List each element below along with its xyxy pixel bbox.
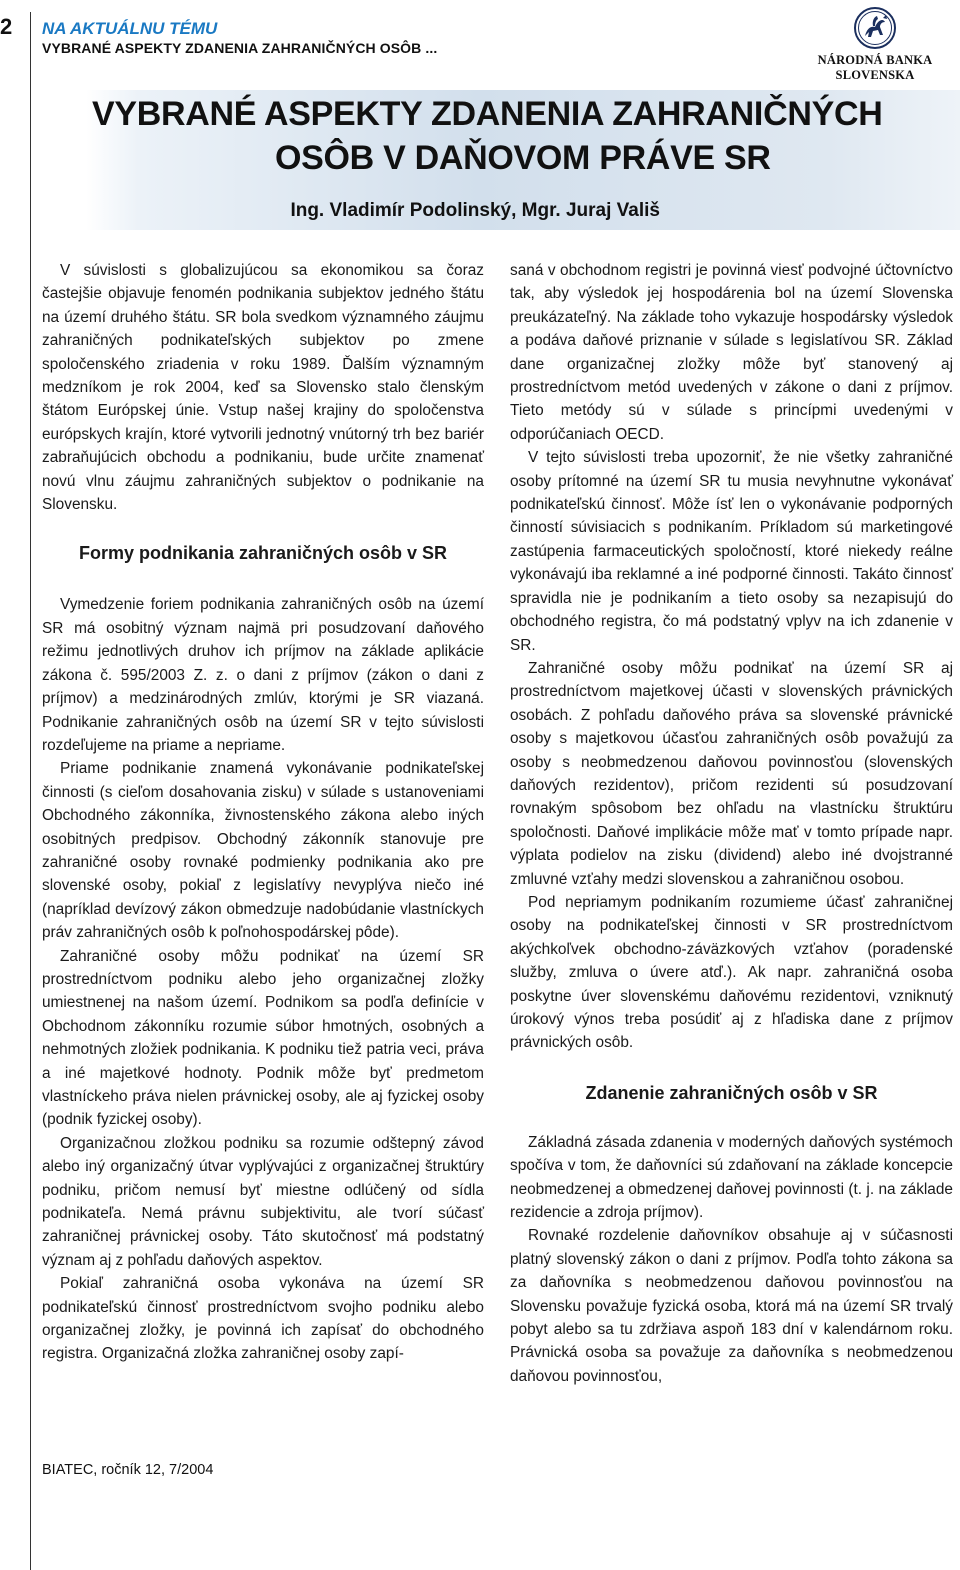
title-line-2: OSÔB V DAŇOVOM PRÁVE SR — [275, 139, 771, 177]
paragraph: Zahraničné osoby môžu podnikať na území SR prostredníctvom podniku alebo jeho organizačnej zložky umiestnenej na našom území. Podnikom sa podľa definície v Obchodnom zákonníku rozumie súbor hmotných, osobných a nehmotných zložiek podnikania. K podniku tiež patria veci, práva a iné majetkové hodnoty. Podnik môže byť predmetom vlastníckeho práva nielen právnickej osoby, ale aj fyzickej osoby (podnik fyzickej osoby). — [42, 947, 484, 1129]
article-authors: Ing. Vladimír Podolinský, Mgr. Juraj Vališ — [290, 200, 660, 221]
left-column — [42, 259, 484, 1366]
paragraph: V tejto súvislosti treba upozorniť, že nie všetky zahraničné osoby prítomné na území SR tu musia nevyhnutne vykonávať podnikateľskú činnosť. Môže ísť len o vykonávanie podporných činností súvisiacich s podnikaním. Príkladom sú marketingové zastúpenia farmaceutických spoločností, ktoré niekedy reálne vykonávajú iba reklamné a iné podporné činnosti. Takáto činnosť spravidla nie je podnikaním a tieto osoby sa nezapisujú do obchodného registra, čo má podstatný vplyv na ich zdanenie v SR. — [510, 449, 953, 654]
article-title — [92, 92, 952, 180]
paragraph: Organizačnou zložkou podniku sa rozumie odštepný závod alebo iný organizačný útvar vyplývajúci z organizačnej štruktúry podniku, pričom nemusí byť miestne odlúčený od sídla podnikateľa. Nemá právnu subjektivitu, ale tvorí súčasť zahraničnej právnickej osoby. Táto skutočnosť má podstatný význam aj z pohľadu daňových aspektov. — [42, 1134, 484, 1269]
nbs-emblem-icon — [853, 6, 897, 50]
section-kicker: NA AKTUÁLNU TÉMU — [42, 19, 218, 38]
paragraph: saná v obchodnom registri je povinná viesť podvojné účtovníctvo tak, aby výsledok jej hospodárenia bol na území Slovenska preukázateľný. Na základe toho vykazuje hospodársky výsledok a podáva daňové priznanie v súlade s legislatívou SR. Základ dane organizačnej zložky môže byť stanovený aj prostredníctvom metód uvedených v zákone o dani z príjmov. Tieto metódy sú v súlade s princípmi uvedenými v odporúčaniach OECD. — [510, 262, 953, 443]
bank-name: NÁRODNÁ BANKA SLOVENSKA — [817, 53, 933, 82]
page-number: 2 — [0, 14, 13, 39]
paragraph: Pokiaľ zahraničná osoba vykonáva na území SR podnikateľskú činnosť prostredníctvom svojho podniku alebo organizačnej zložky, je povinná ich zapísať do obchodného registra. Organizačná zložka zahraničnej osoby zapí- — [42, 1275, 484, 1363]
footer-journal: BIATEC, ročník 12, 7/2004 — [42, 1462, 214, 1478]
running-title: VYBRANÉ ASPEKTY ZDANENIA ZAHRANIČNÝCH OSÔB ... — [42, 40, 438, 56]
bank-logo — [792, 6, 958, 83]
paragraph: Rovnaké rozdelenie daňovníkov obsahuje aj v súčasnosti platný slovenský zákon o dani z príjmov. Podľa tohto zákona sa za daňovníka s neobmedzenou daňovou povinnosťou na Slovensku považuje fyzická osoba, ktorá má na území SR trvalý pobyt alebo sa tu zdržiava aspoň 183 dní v kalendárnom roku. Právnická osoba sa považuje za daňovníka s neobmedzenou daňovou povinnosťou, — [510, 1227, 953, 1385]
section-heading-taxation: Zdanenie zahraničných osôb v SR — [585, 1082, 878, 1103]
margin-rule — [30, 12, 31, 1570]
section-heading-forms: Formy podnikania zahraničných osôb v SR — [78, 543, 448, 564]
intro-paragraph: V súvislosti s globalizujúcou sa ekonomikou sa čoraz častejšie objavuje fenomén podnikania subjektov jedného štátu na území druhého štátu. SR bola svedkom významného záujmu zahraničných podnikateľských subjektov po zmene spoločenského zriadenia v roku 1989. Ďalším významným medzníkom je rok 2004, keď sa Slovensko stalo členským štátom Európskej únie. Vstup našej krajiny do spoločenstva európskych krajín, ktoré vytvorili jednotný vnútorný trh bez bariér zabraňujúcich obchodu a podnikaniu, bude určite znamenať novú vlnu záujmu zahraničných subjektov o podnikanie na Slovensku. — [42, 262, 484, 514]
title-line-1: VYBRANÉ ASPEKTY ZDANENIA ZAHRANIČNÝCH — [92, 95, 883, 133]
paragraph: Vymedzenie foriem podnikania zahraničných osôb na území SR má osobitný význam najmä pri posudzovaní daňového režimu jednotlivých druhov ich príjmov na základe aplikácie zákona č. 595/2003 Z. z. o dani z príjmov (zákon o dani z príjmov) a medzinárodných zmlúv, ktorými je SR viazaná. Podnikanie zahraničných osôb na území SR v tejto súvislosti rozdeľujeme na priame a nepriame. — [42, 596, 484, 754]
paragraph: Základná zásada zdanenia v moderných daňových systémoch spočíva v tom, že daňovníci sú zdaňovaní na základe koncepcie neobmedzenej a obmedzenej daňovej povinnosti (t. j. na základe rezidencie a zdroja príjmov). — [510, 1133, 953, 1222]
right-column — [510, 259, 953, 1388]
paragraph: Pod nepriamym podnikaním rozumieme účasť zahraničnej osoby na podnikateľskej činnosti v SR prostredníctvom akýchkoľvek obchodno-záväzkových vzťahov (poradenské služby, zmluva o úvere atď.). Ak napr. zahraničná osoba poskytne úver slovenskému daňovému rezidentovi, vzniknutý úrokový výnos treba posúdiť aj z hľadiska dane z príjmov právnických osôb. — [510, 893, 953, 1052]
paragraph: Priame podnikanie znamená vykonávanie podnikateľskej činnosti (s cieľom dosahovania zisku) v súlade s ustanoveniami Obchodného zákonníka, živnostenského zákona alebo iných osobitných predpisov. Obchodný zákonník stanovuje pre zahraničné osoby rovnaké podmienky podnikania ako pre slovenské osoby, pokiaľ z legislatívy nevyplýva niečo iné (napríklad devízový zákon obmedzuje nadobúdanie vlastníckych práv zahraničných osôb k poľnohospodárskej pôde). — [42, 760, 484, 942]
paragraph: Zahraničné osoby môžu podnikať na území SR aj prostredníctvom majetkovej účasti v slovenských právnických osobách. Z pohľadu daňového práva sa slovenské právnické osoby s majetkovou účasťou zahraničných osôb považujú za osoby s neobmedzenou daňovou povinnosťou (slovenských daňových rezidentov), pričom rezidenti sú posudzovaní rovnakým spôsobom bez ohľadu na vlastnícku štruktúru spoločnosti. Daňové implikácie môže mať v tomto prípade napr. výplata podielov na zisku (dividend) alebo iné dvojstranné zmluvné vzťahy medzi slovenskou a zahraničnou osobou. — [510, 659, 953, 888]
